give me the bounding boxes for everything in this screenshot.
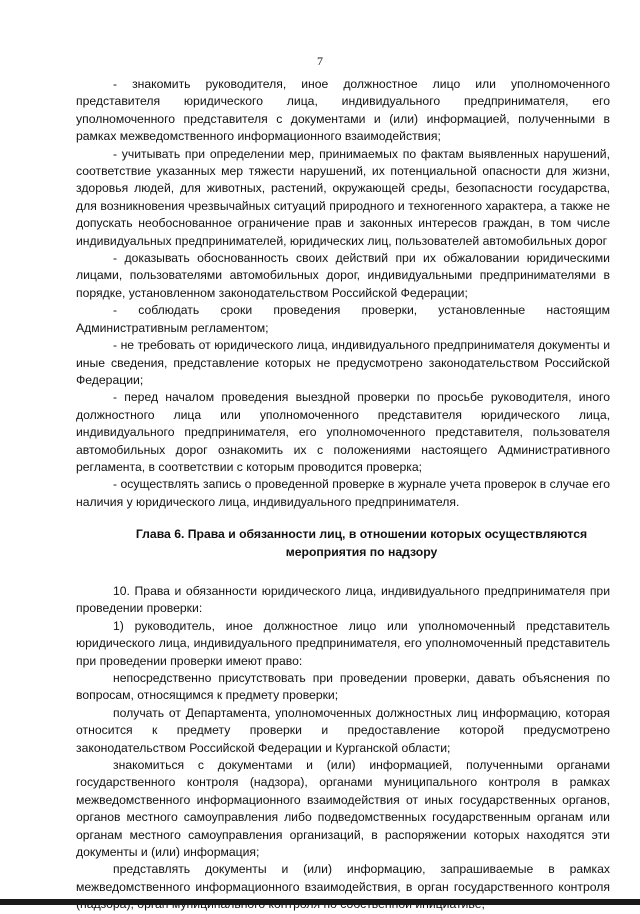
document-body [76, 76, 610, 914]
paragraph: - доказывать обоснованность своих действий при их обжаловании юридическими лицами, пользователями автомобильных дорог, индивидуальными предпринимателями в порядке, установленном законодательством Российской Федерации; [76, 251, 610, 300]
paragraph: знакомиться с документами и (или) информацией, полученными органами государственного контроля (надзора), органами муниципального контроля в рамках межведомственного информационного взаимодействия от иных государственных органов, органов местного самоуправления либо подведомственных государственным органам или органам местного самоуправления организаций, в распоряжении которых находятся эти документы и (или) информация; [76, 758, 610, 860]
paragraph: получать от Департамента, уполномоченных должностных лиц информацию, которая относится к предмету проверки и предоставление которой предусмотрено законодательством Российской Федерации и Курганской области; [76, 705, 610, 755]
paragraph: 1) руководитель, иное должностное лицо или уполномоченный представитель юридического лица, индивидуального предпринимателя, его уполномоченный представитель при проведении проверки имеют право: [76, 618, 610, 668]
paragraph: непосредственно присутствовать при проведении проверки, давать объяснения по вопросам, относящимся к предмету проверки; [76, 671, 610, 703]
chapter-heading: Глава 6. Права и обязанности лиц, в отношении которых осуществляются мероприятия по надзору [135, 527, 588, 559]
paragraph: - осуществлять запись о проведенной проверке в журнале учета проверок в случае его наличия у юридического лица, индивидуального предпринимателя. [76, 477, 610, 509]
paragraph: - перед началом проведения выездной проверки по просьбе руководителя, иного должностного лица или уполномоченного представителя юридического лица, индивидуального предпринимателя, его уполномоченного представителя, пользователя автомобильных дорог ознакомить их с положениями настоящего Административного регламента, в соответствии с которым проводится проверка; [76, 390, 610, 474]
paragraph: представлять документы и (или) информацию, запрашиваемые в рамках межведомственного информационного взаимодействия, в орган государственного контроля [76, 862, 610, 894]
paragraph: - знакомить руководителя, иное должностное лицо или уполномоченного представителя юридического лица, индивидуального предпринимателя, его уполномоченного представителя с документами и (или) информацией, полученными в рамках межведомственного информационного взаимодействия; [76, 77, 610, 144]
paragraph: - не требовать от юридического лица, индивидуального предпринимателя документы и иные сведения, представление которых не предусмотрено законодательством Российской Федерации; [76, 338, 610, 387]
paragraph: - соблюдать сроки проведения проверки, установленные настоящим Административным регламентом; [76, 303, 610, 335]
paragraph: - учитывать при определении мер, принимаемых по фактам выявленных нарушений, соответствие указанных мер тяжести нарушений, их потенциальной опасности для жизни, здоровья людей, для животных, растений, окружающей среды, безопасности государства, для возникновения чрезвычайных ситуаций природного и техногенного характера, а также не допускать необоснованное ограничение прав и законных интересов граждан, в том числе индивидуальных предпринимателей, юридических лиц, пользователей автомобильных дорог [76, 146, 610, 248]
page-number: 7 [317, 54, 323, 68]
scan-edge-bar [0, 899, 640, 905]
paragraph: 10. Права и обязанности юридического лица, индивидуального предпринимателя при проведении проверки: [76, 583, 610, 616]
